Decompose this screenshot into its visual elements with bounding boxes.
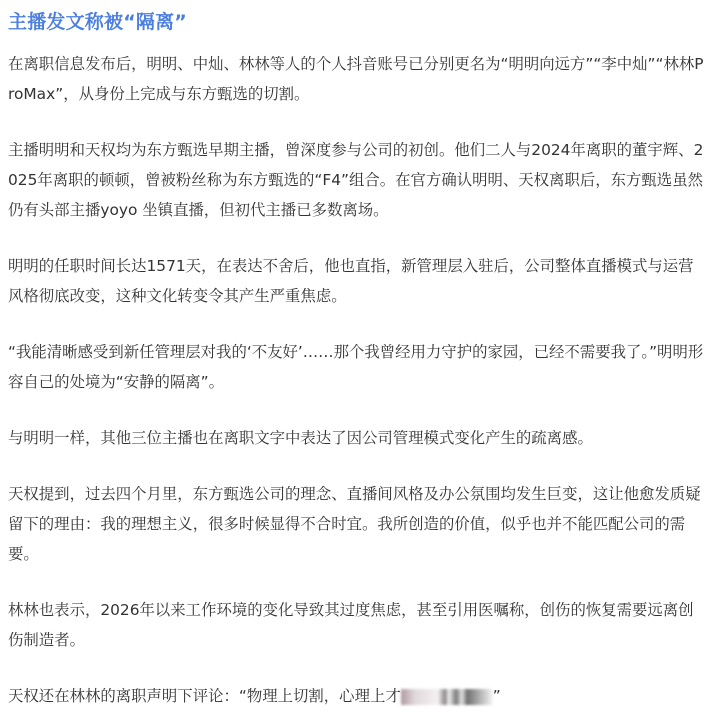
paragraph-linlin-statement: 林林也表示，2026年以来工作环境的变化导致其过度焦虑，甚至引用医嘱称，创伤的恢复需要远离创伤制造者。 [8, 601, 694, 649]
section-heading: 主播发文称被“隔离” [8, 11, 187, 33]
closing-quote: ” [492, 687, 501, 705]
paragraph-tianquan-comment [8, 681, 706, 711]
paragraph-renamed-accounts: 在离职信息发布后，明明、中灿、林林等人的个人抖音账号已分别更名为“明明向远方”“李中灿”“林林ProMax”，从身份上完成与东方甄选的切割。 [8, 55, 704, 103]
obscured-text-overlay [401, 689, 493, 705]
paragraph-tianquan-statement: 天权提到，过去四个月里，东方甄选公司的理念、直播间风格及办公氛围均发生巨变，这让他愈发质疑留下的理由：我的理想主义，很多时候显得不合时宜。我所创造的价值，似乎也并不能匹配公司的需要。 [8, 485, 701, 563]
paragraph-early-anchors: 主播明明和天权均为东方甄选早期主播，曾深度参与公司的初创。他们二人与2024年离职的董宇辉、2025年离职的顿顿，曾被粉丝称为东方甄选的“F4”组合。在官方确认明明、天权离职后，东方甄选虽然仍有头部主播yoyo 坐镇直播，但初代主播已多数离场。 [8, 141, 704, 219]
paragraph-other-anchors: 与明明一样，其他三位主播也在离职文字中表达了因公司管理模式变化产生的疏离感。 [8, 429, 593, 447]
paragraph-mingming-quote: “我能清晰感受到新任管理层对我的‘不友好’……那个我曾经用力守护的家园，已经不需要我了。”明明形容自己的处境为“安静的隔离”。 [8, 343, 704, 391]
comment-text: 天权还在林林的离职声明下评论：“物理上切割，心理上才 [8, 687, 401, 705]
paragraph-mingming-tenure: 明明的任职时间长达1571天，在表达不舍后，他也直指，新管理层入驻后，公司整体直播模式与运营风格彻底改变，这种文化转变令其产生严重焦虑。 [8, 257, 694, 305]
